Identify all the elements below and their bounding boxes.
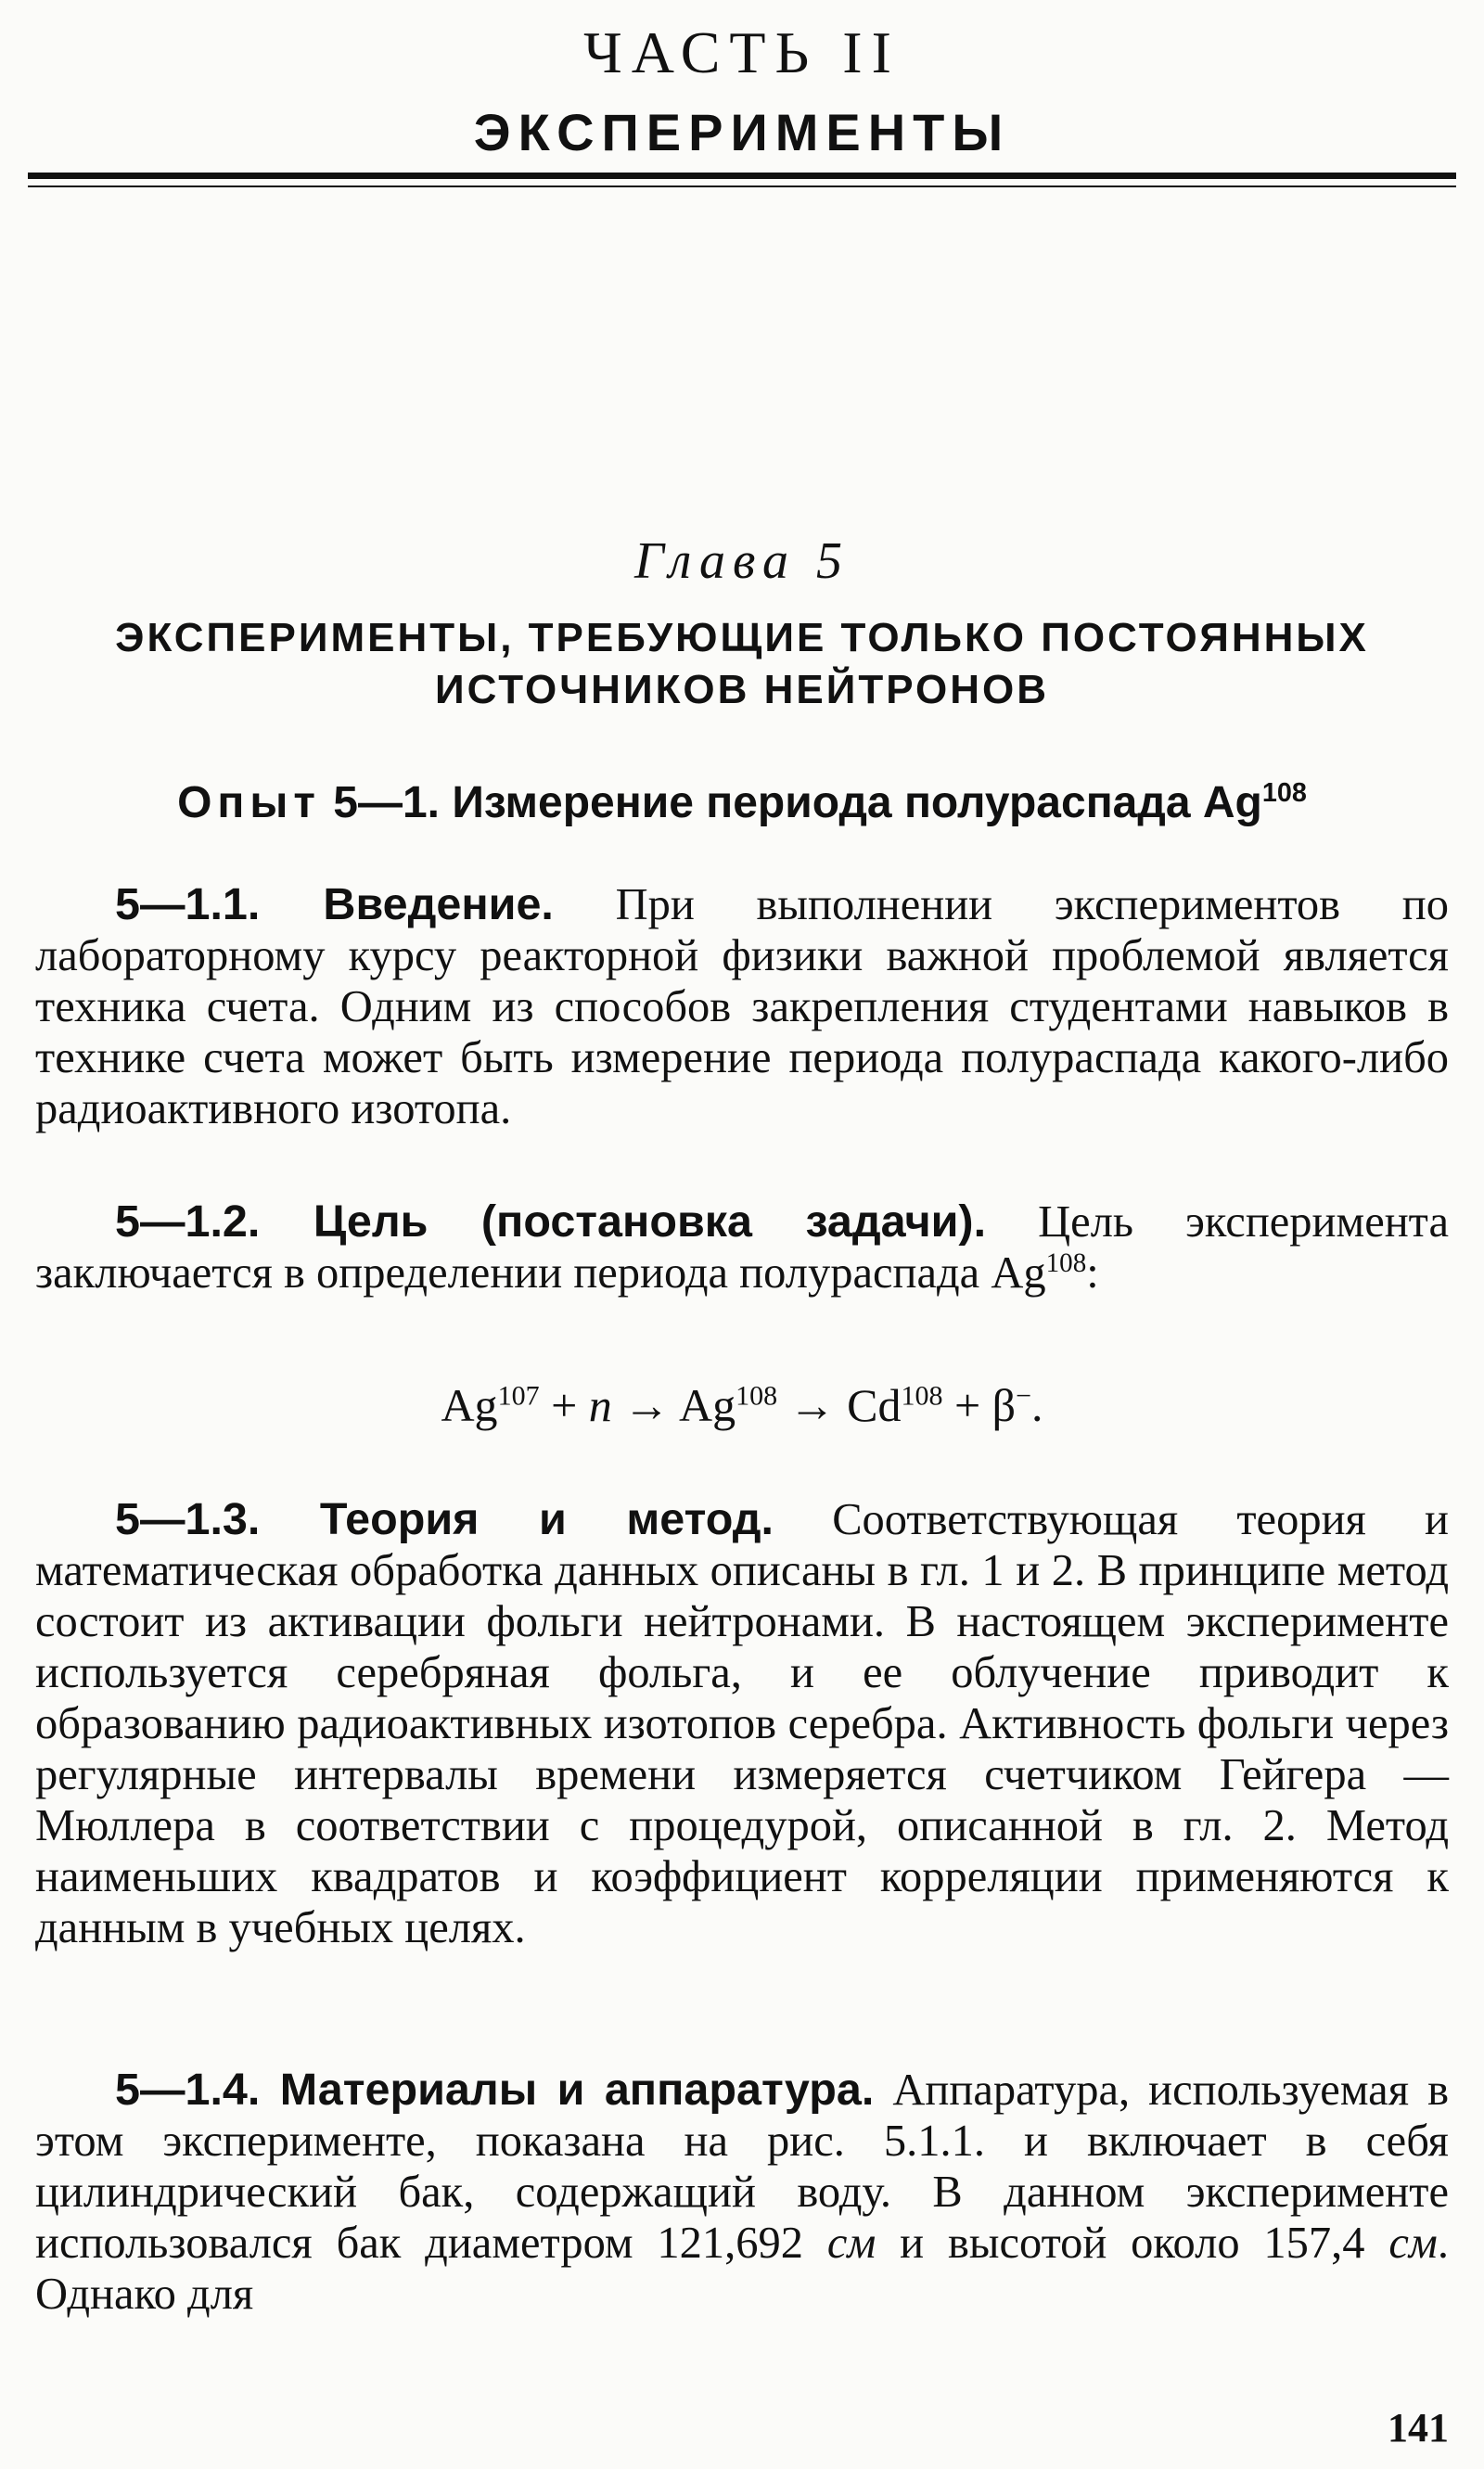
section-heading: 5—1.3. Теория и метод. xyxy=(115,1494,774,1544)
paragraph xyxy=(35,879,1449,1134)
chapter-title-line-2: ИСТОЧНИКОВ НЕЙТРОНОВ xyxy=(434,667,1050,712)
section-goal xyxy=(35,1196,1449,1298)
part-title: ЭКСПЕРИМЕНТЫ xyxy=(473,103,1011,161)
section-text-end: : xyxy=(1086,1248,1099,1298)
unit-cm-1: см xyxy=(826,2219,876,2268)
part-label: ЧАСТЬ II xyxy=(583,19,901,85)
paragraph xyxy=(35,2065,1449,2320)
formula-cd: Cd xyxy=(847,1379,902,1431)
experiment-title-text: 5—1. Измерение периода полураспада Ag xyxy=(320,778,1262,827)
section-text-sup: 108 xyxy=(1045,1247,1087,1278)
formula-arrow-2: → xyxy=(777,1379,848,1431)
section-text-1: Аппаратура, используемая в этом эксперименте, показана на рис. 5.1.1. и включает в себя цилиндрический бак, содержащий воду. В данном эксперименте использовался бак диаметром 121,692 xyxy=(35,2066,1450,2268)
chapter-title-line-1: ЭКСПЕРИМЕНТЫ, ТРЕБУЮЩИЕ ТОЛЬКО ПОСТОЯННЫХ xyxy=(115,615,1369,660)
section-text-3: . Однако для xyxy=(35,2219,1449,2319)
section-text-2: и высотой около 157,4 xyxy=(876,2219,1389,2268)
section-heading: 5—1.4. Материалы и аппаратура. xyxy=(115,2065,875,2115)
formula-ag-2: Ag xyxy=(679,1379,736,1431)
experiment-title-sup: 108 xyxy=(1261,778,1307,808)
formula-beta: + β xyxy=(942,1379,1017,1431)
header-rule-thin xyxy=(28,185,1456,187)
unit-cm-2: см xyxy=(1388,2219,1438,2268)
section-introduction xyxy=(35,879,1449,1134)
section-text: При выполнении экспериментов по лабораторному курсу реакторной физики важной проблемой является техника счета. Одним из способов закрепления студентами навыков в технике счета может быть измерение периода полураспада какого-либо радиоактивного изотопа. xyxy=(35,880,1449,1133)
formula-sup-107: 107 xyxy=(497,1380,540,1412)
section-text: Цель эксперимента заключается в определении периода полураспада Ag xyxy=(35,1197,1449,1298)
chapter-label: Глава 5 xyxy=(634,532,850,590)
experiment-title xyxy=(56,777,1428,828)
paragraph xyxy=(35,1196,1449,1298)
experiment-prefix: Опыт xyxy=(177,778,321,827)
chapter-title xyxy=(56,612,1428,716)
formula-neutron: n xyxy=(588,1379,612,1431)
section-heading: 5—1.1. Введение. xyxy=(115,879,554,929)
paragraph xyxy=(35,1494,1449,1953)
section-text: Соответствующая теория и математическая обработка данных описаны в гл. 1 и 2. В принципе метод состоит из активации фольги нейтронами. В настоящем эксперименте используется серебряная фольга, и ее облучение приводит к образованию радиоактивных изотопов серебра. Активность фольги через регулярные интервалы времени измеряется счетчиком Гейгера — Мюллера в соответствии с процедурой, описанной в гл. 2. Метод наименьших квадратов и коэффициент корреляции применяются к данным в учебных целях. xyxy=(35,1495,1450,1952)
reaction-formula xyxy=(0,1378,1484,1432)
formula-ag: Ag xyxy=(441,1379,498,1431)
formula-plus: + xyxy=(539,1379,589,1431)
page-number: 141 xyxy=(1388,2405,1449,2450)
section-heading: 5—1.2. Цель (постановка задачи). xyxy=(115,1196,987,1247)
formula-arrow-1: → xyxy=(611,1379,680,1431)
section-theory xyxy=(35,1494,1449,1953)
header-rule-thick xyxy=(28,173,1456,179)
formula-beta-sup: − xyxy=(1016,1380,1032,1412)
formula-sup-108: 108 xyxy=(736,1380,778,1412)
section-materials xyxy=(35,2065,1449,2320)
formula-cd-sup: 108 xyxy=(901,1380,943,1412)
formula-dot: . xyxy=(1031,1379,1043,1431)
